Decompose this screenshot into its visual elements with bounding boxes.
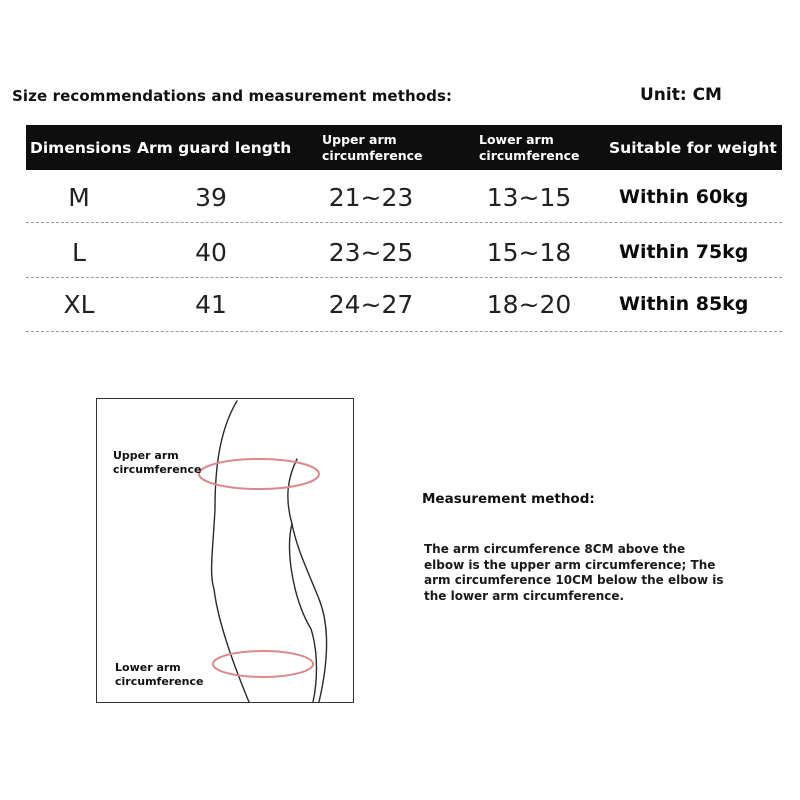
cell-length: 40 (195, 237, 227, 267)
row-divider (26, 222, 782, 223)
cell-lower: 18~20 (486, 289, 572, 319)
cell-size: XL (63, 289, 95, 319)
measurement-method-title: Measurement method: (422, 491, 595, 507)
header-upper-line1: Upper arm (322, 131, 397, 147)
header-upper-arm-circumference (322, 125, 423, 170)
arm-outline (212, 401, 327, 702)
arm-illustration (97, 399, 355, 704)
header-lower-line1: Lower arm (479, 131, 554, 147)
upper-arm-label-line1: Upper arm (113, 449, 179, 462)
cell-upper: 24~27 (328, 289, 414, 319)
page-heading: Size recommendations and measurement methods: (12, 87, 453, 105)
size-table-header (26, 125, 782, 170)
upper-arm-label-line2: circumference (113, 463, 202, 476)
cell-size: L (72, 237, 86, 267)
lower-arm-label-line2: circumference (115, 675, 204, 688)
cell-upper: 23~25 (328, 237, 414, 267)
table-row (26, 279, 782, 329)
table-row (26, 172, 782, 222)
cell-length: 41 (195, 289, 227, 319)
row-divider (26, 277, 782, 278)
arm-measurement-diagram (96, 398, 354, 703)
header-lower-arm-circumference (479, 125, 580, 170)
upper-arm-label (113, 449, 201, 477)
row-divider (26, 331, 782, 332)
cell-lower: 15~18 (486, 237, 572, 267)
table-row (26, 227, 782, 277)
cell-lower: 13~15 (486, 182, 572, 212)
unit-label: Unit: CM (640, 85, 722, 105)
cell-weight: Within 60kg (619, 186, 749, 208)
cell-length: 39 (195, 182, 227, 212)
header-lower-line2: circumference (479, 147, 580, 163)
cell-weight: Within 75kg (619, 241, 749, 263)
header-arm-guard-length: Arm guard length (137, 138, 292, 157)
lower-arm-label-line1: Lower arm (115, 661, 181, 674)
header-dimensions: Dimensions (30, 138, 132, 157)
lower-arm-ring (213, 651, 313, 677)
header-suitable-weight: Suitable for weight (609, 138, 777, 157)
cell-size: M (68, 182, 90, 212)
header-upper-line2: circumference (322, 147, 423, 163)
cell-upper: 21~23 (328, 182, 414, 212)
measurement-method-text: The arm circumference 8CM above the elbow is the upper arm circumference; The arm circumference 10CM below the elbow is the lower arm circumference. (424, 542, 724, 603)
lower-arm-label (115, 661, 203, 689)
cell-weight: Within 85kg (619, 293, 749, 315)
